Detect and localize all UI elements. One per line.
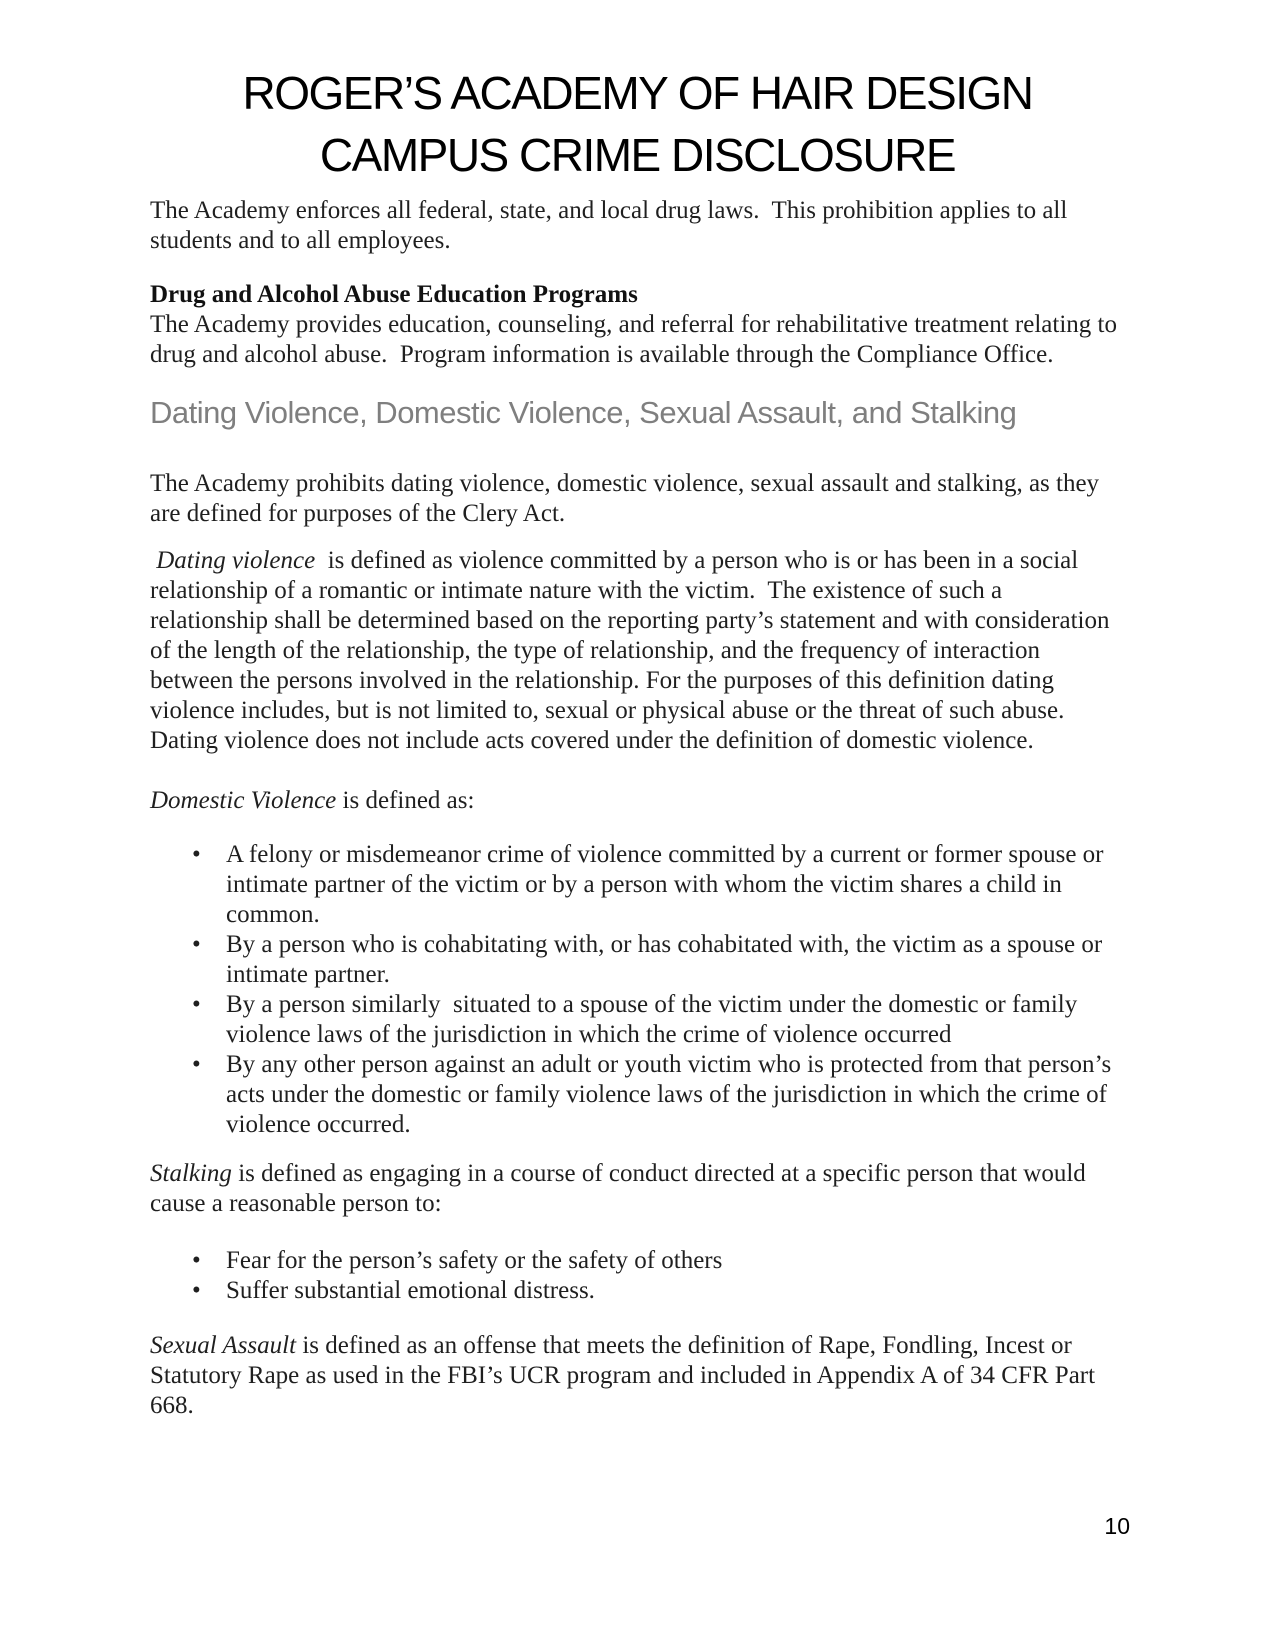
list-item bbox=[150, 1246, 1125, 1276]
section-heading: Dating Violence, Domestic Violence, Sexual Assault, and Stalking bbox=[150, 395, 1017, 430]
document-title-line1: ROGER’S ACADEMY OF HAIR DESIGN bbox=[242, 67, 1033, 119]
list-item-text: A felony or misdemeanor crime of violence committed by a current or former spouse or intimate partner of the victim or by a person with whom the victim shares a child in common. bbox=[226, 841, 1110, 928]
document-title bbox=[150, 62, 1125, 186]
list-item-text: By a person similarly situated to a spouse of the victim under the domestic or family violence laws of the jurisdiction in which the crime of violence occurred bbox=[226, 991, 1084, 1048]
list-item bbox=[150, 1050, 1125, 1140]
bullet-icon: • bbox=[192, 1277, 201, 1304]
domestic-violence-list bbox=[150, 840, 1125, 1140]
page-number: 10 bbox=[1104, 1513, 1130, 1539]
list-item-text: Suffer substantial emotional distress. bbox=[226, 1277, 595, 1304]
sexual-assault-text: is defined as an offense that meets the definition of Rape, Fondling, Incest or Statutory Rape as used in the FBI’s UCR program and included in Appendix A of 34 CFR Part 668. bbox=[150, 1332, 1102, 1419]
domestic-violence-term: Domestic Violence bbox=[150, 787, 337, 814]
sexual-assault-paragraph bbox=[150, 1331, 1125, 1421]
stalking-paragraph bbox=[150, 1159, 1125, 1219]
intro-paragraph: The Academy enforces all federal, state, and local drug laws. This prohibition applies to all students and to all employees. bbox=[150, 197, 1074, 254]
dating-violence-paragraph bbox=[150, 546, 1125, 756]
list-item bbox=[150, 1276, 1125, 1306]
prohibition-paragraph: The Academy prohibits dating violence, domestic violence, sexual assault and stalking, as they are defined for purposes of the Clery Act. bbox=[150, 470, 1106, 527]
bullet-icon: • bbox=[192, 931, 201, 958]
bullet-icon: • bbox=[192, 1247, 201, 1274]
list-item bbox=[150, 840, 1125, 930]
domestic-violence-paragraph bbox=[150, 786, 1125, 816]
drug-programs-heading: Drug and Alcohol Abuse Education Programs bbox=[150, 281, 638, 308]
page-content bbox=[150, 62, 1125, 1421]
document-title-line2: CAMPUS CRIME DISCLOSURE bbox=[319, 129, 956, 181]
bullet-icon: • bbox=[192, 841, 201, 868]
sexual-assault-term: Sexual Assault bbox=[150, 1332, 297, 1359]
stalking-list bbox=[150, 1246, 1125, 1306]
drug-programs-body: The Academy provides education, counseling, and referral for rehabilitative treatment relating to drug and alcohol abuse. Program information is available through the Compliance Office. bbox=[150, 311, 1124, 368]
domestic-violence-text: is defined as: bbox=[336, 787, 475, 814]
list-item bbox=[150, 990, 1125, 1050]
dating-violence-term: Dating violence bbox=[150, 547, 316, 574]
stalking-term: Stalking bbox=[150, 1160, 232, 1187]
dating-violence-text: is defined as violence committed by a person who is or has been in a social relationship of a romantic or intimate nature with the victim. The existence of such a relationship shall be determined based on the reporting party’s statement and with consideration of the length of the relationship, the type of relationship, and the frequency of interaction between the persons involved in the relationship. For the purposes of this definition dating violence includes, but is not limited to, sexual or physical abuse or the threat of such abuse. Dating violence does not include acts covered under the definition of domestic violence. bbox=[150, 547, 1116, 754]
bullet-icon: • bbox=[192, 1051, 201, 1078]
list-item-text: By a person who is cohabitating with, or has cohabitated with, the victim as a spouse or intimate partner. bbox=[226, 931, 1109, 988]
list-item bbox=[150, 930, 1125, 990]
list-item-text: By any other person against an adult or youth victim who is protected from that person’s acts under the domestic or family violence laws of the jurisdiction in which the crime of violence occurred. bbox=[226, 1051, 1118, 1138]
bullet-icon: • bbox=[192, 991, 201, 1018]
list-item-text: Fear for the person’s safety or the safety of others bbox=[226, 1247, 723, 1274]
stalking-text: is defined as engaging in a course of conduct directed at a specific person that would cause a reasonable person to: bbox=[150, 1160, 1093, 1217]
